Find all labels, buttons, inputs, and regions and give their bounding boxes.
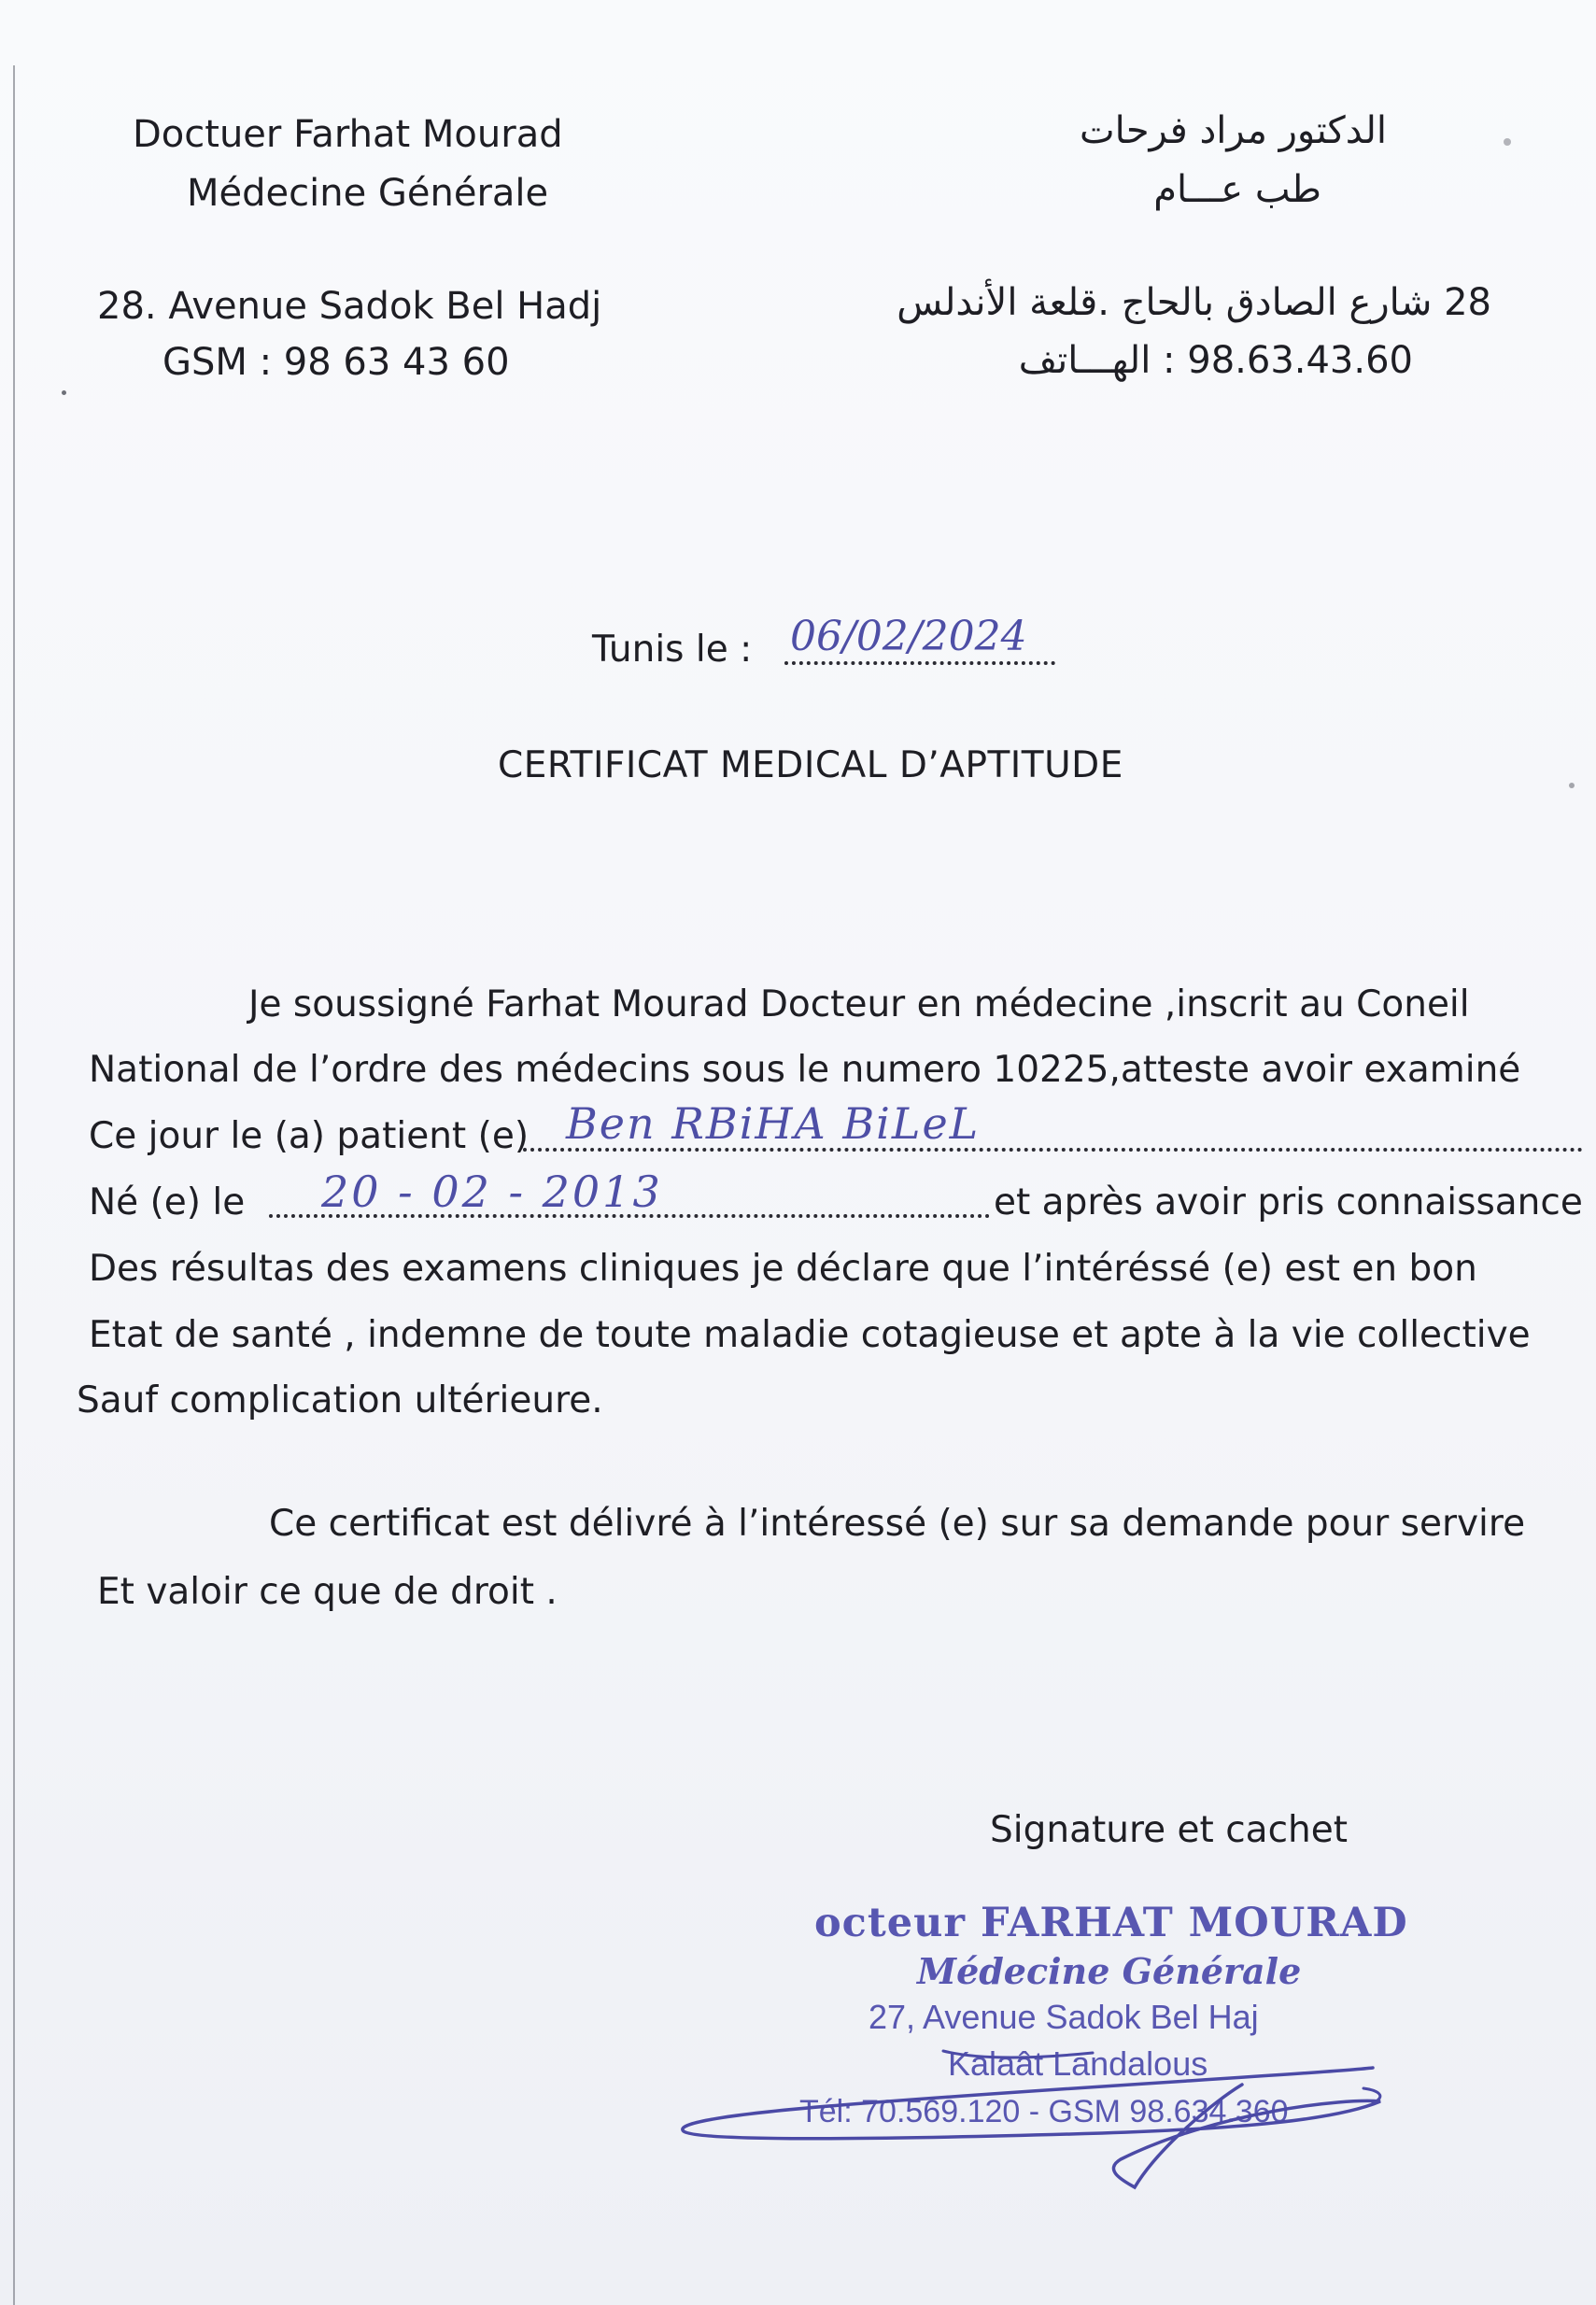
scan-speck xyxy=(62,390,66,395)
body-line-2: National de l’ordre des médecins sous le numero 10225,atteste avoir examiné xyxy=(89,1049,1521,1091)
phone-fr: GSM : 98 63 43 60 xyxy=(162,341,510,384)
stamp-specialty: Médecine Générale xyxy=(917,1950,1302,1992)
body-line-7: Sauf complication ultérieure. xyxy=(77,1379,603,1421)
scan-speck xyxy=(1569,783,1575,788)
body-line-5: Des résultas des examens cliniques je déclare que l’intéréssé (e) est en bon xyxy=(89,1248,1477,1290)
body-line-8: Ce certificat est délivré à l’intéressé (e) sur sa demande pour servire xyxy=(269,1503,1526,1545)
birthdate-label: Né (e) le xyxy=(89,1181,246,1223)
date-label: Tunis le : xyxy=(592,629,753,671)
specialty-ar: طب عـــام xyxy=(1153,168,1321,211)
birthdate-handwritten: 20 - 02 - 2013 xyxy=(321,1167,663,1217)
stamp-phones: Tél: 70.569.120 - GSM 98.634.360 xyxy=(799,2094,1289,2129)
doctor-name-fr: Doctuer Farhat Mourad xyxy=(133,113,563,156)
body-line-6: Etat de santé , indemne de toute maladie cotagieuse et apte à la vie collective xyxy=(89,1314,1531,1356)
birthdate-line-rest: et après avoir pris connaissance xyxy=(994,1181,1583,1223)
stamp-doctor-name: octeur FARHAT MOURAD xyxy=(814,1900,1408,1946)
patient-name-handwritten: Ben RBiHA BiLeL xyxy=(566,1098,981,1149)
specialty-fr: Médecine Générale xyxy=(187,172,549,215)
stamp-city: Kalaât Landalous xyxy=(948,2044,1208,2083)
scan-speck xyxy=(1504,138,1511,146)
stamp-address: 27, Avenue Sadok Bel Haj xyxy=(869,1998,1259,2036)
body-line-1: Je soussigné Farhat Mourad Docteur en médecine ,inscrit au Coneil xyxy=(248,983,1470,1025)
address-ar: 28 شارع الصادق بالحاج .قلعة الأندلس xyxy=(897,281,1491,324)
certificate-title: CERTIFICAT MEDICAL D’APTITUDE xyxy=(498,744,1123,786)
signature-label: Signature et cachet xyxy=(990,1809,1349,1851)
phone-ar: 98.63.43.60 : الهـــاتف xyxy=(1018,339,1413,382)
body-line-9: Et valoir ce que de droit . xyxy=(97,1571,558,1613)
doctor-name-ar: الدكتور مراد فرحات xyxy=(1079,109,1387,152)
address-fr: 28. Avenue Sadok Bel Hadj xyxy=(97,285,602,328)
patient-label: Ce jour le (a) patient (e) xyxy=(89,1115,530,1157)
date-handwritten: 06/02/2024 xyxy=(790,613,1027,660)
